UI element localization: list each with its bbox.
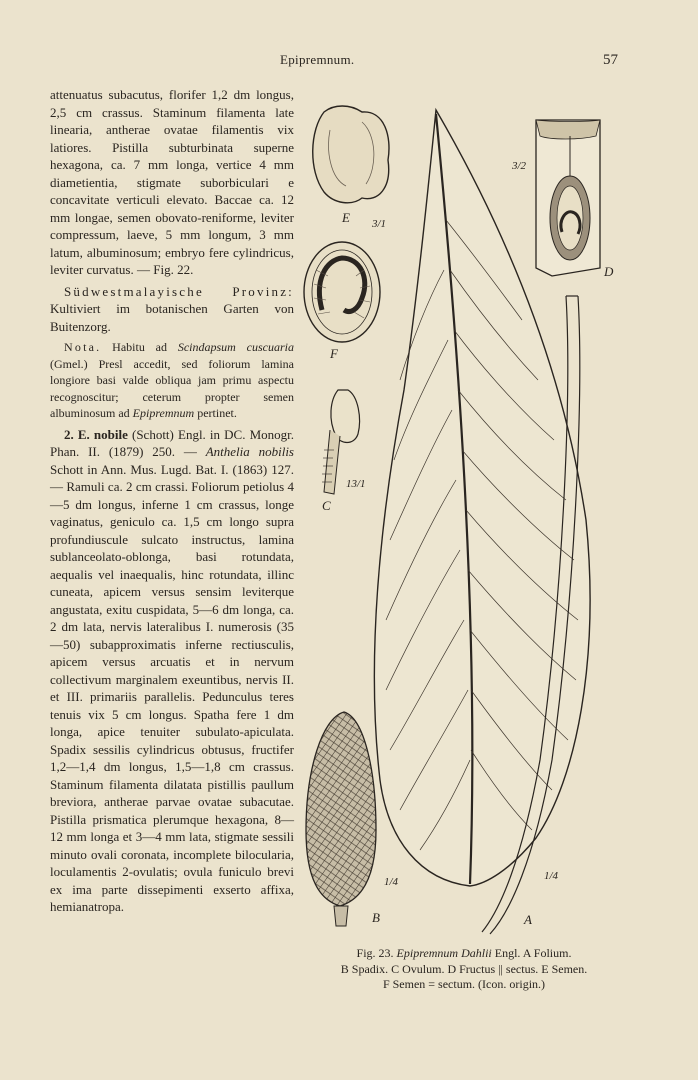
nota-text-1: Habitu ad [101,340,178,354]
paragraph-distribution [50,283,294,336]
label-A: A [524,912,532,927]
nota-text-3: pertinet. [194,406,237,420]
caption-line-2: B Spadix. C Ovulum. D Fructus || sectus. E Semen. [340,961,588,976]
taxon-scindapsus: Scindapsum cuscuaria [177,340,294,354]
scale-B: 1/4 [384,876,399,888]
page-number: 57 [603,52,618,68]
nota-label: Nota. [64,340,102,354]
caption-species: Epipremnum Dahlii [396,946,492,960]
spadix-drawing [306,712,376,926]
label-C: C [322,498,331,513]
scale-C: 13/1 [346,478,366,490]
botanical-illustration [300,100,630,940]
label-B: B [372,910,380,925]
running-header: Epipremnum. [280,52,355,67]
seed-section-drawing [304,242,380,342]
species-description: Schott in Ann. Mus. Lugd. Bat. I. (1863) 127. — Ramuli ca. 2 cm crassi. Foliorum petiolus 4—5 dm longus, inferne 1 cm crassus, longe vaginatus, geniculo ca. 1,5 cm longo supra profundiuscule sulcato instructus, lamina sublanceolato-oblonga, basi rotundata, aequalis vel inaequalis, hinc rotundata, illinc cuneata, apicem versus sensim leviterque angustata, exitu cuspidata, 5—6 dm longa, ca. 2 dm lata, nervis lateralibus I. numerosis (35—50) subapproximatis inferne rectiusculis, apicem versus arcuatis et in nervum collectivum marginalem exeuntibus, nervis II. et III. primariis parallelis. Pedunculus teres tenuis vix 5 cm longus. Spatha fere 1 dm longa, apice tenuiter subulato-apiculata. Spadix sessilis cylindricus obtusus, fructifer 1,2—1,4 dm longus, 1,5—1,8 cm crassus. Staminum filamenta dilatata pistillis paullum breviora, antherae parvae ovatae subacutae. Pistilla prismatica plerumque hexagona, 8—12 mm longa et 3—4 mm lata, stigmate sessili minuto ovali coronata, incomplete bilocularia, loculamentis 2-ovulatis; ovula funiculo brevi ex ima parte dissepimenti exserto affixa, hemianatropa. [50,461,294,914]
scale-A: 1/4 [544,870,559,882]
species-authority: (Schott) Engl. in DC. Monogr. Phan. II. (1879) 250. — [50,426,295,459]
synonym-name: Anthelia nobilis [205,444,294,459]
caption-line-3: F Semen = sectum. (Icon. origin.) [382,977,546,991]
figure-caption [300,946,628,993]
fruit-section-drawing [536,120,600,276]
label-E: E [342,210,350,225]
label-F: F [330,346,338,361]
seed-drawing [313,106,389,203]
body-text-column [50,86,294,920]
caption-line-1-rest: Engl. A Folium. [491,946,572,960]
label-D: D [604,264,614,279]
scale-E: 3/1 [372,218,387,230]
nota-text-2: (Gmel.) Presl accedit, sed foliorum lamina longiore basi valde obliqua jam primu aspectu recognoscitur; ceterum propter semen albuminosum ad [50,356,294,420]
taxon-epipremnum: Epipremnum [132,406,195,420]
paragraph-description: attenuatus subacutus, florifer 1,2 dm longus, 2,5 cm crassus. Staminum filamenta late linearia, antherae ovatae filamentis vix latiores. Pistilla subturbinata superne hexagona, ca. 7 mm longa, vertice 4 mm diametientia, stigmate suborbiculari e concavitate verticuli elevato. Baccae ca. 12 mm longae, semen obovato-reniforme, leviter compressum, laeve, 5 mm longum, 3 mm latum, albuminosum; embryo fere cylindricus, leviter curvatus. — Fig. 22. [50,87,294,277]
paragraph-nota [50,339,294,422]
region-text: Kultiviert im botanischen Garten von Buitenzorg. [50,301,294,334]
caption-fig-number: Fig. 23. [356,946,394,960]
paragraph-species-nobile [50,426,294,916]
species-heading: 2. E. nobile [64,426,128,442]
region-label: Südwestmalayische Provinz: [64,283,294,299]
scale-D: 3/2 [512,160,527,172]
caption-line-1 [300,946,628,962]
